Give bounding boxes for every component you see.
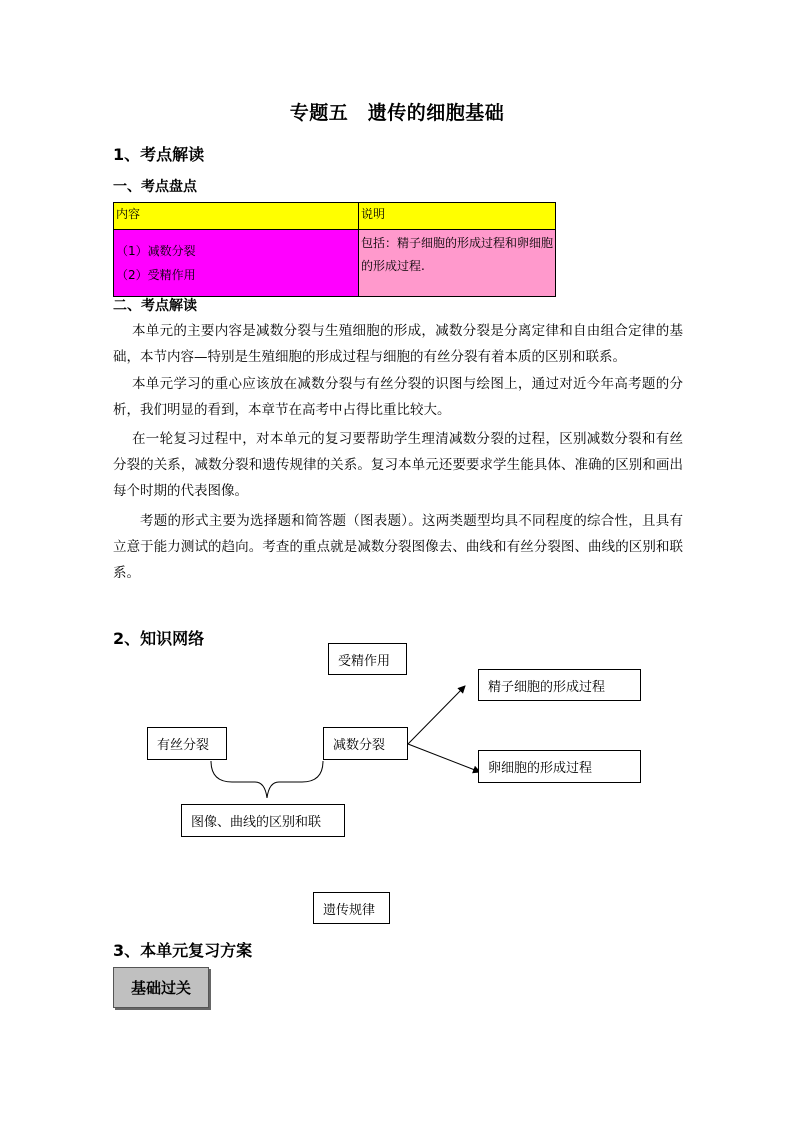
table-header-description: 说明 bbox=[359, 203, 556, 230]
table-cell-description: 包括：精子细胞的形成过程和卵细胞的形成过程. bbox=[359, 230, 556, 297]
paragraph-2: 本单元学习的重心应该放在减数分裂与有丝分裂的识图与绘图上，通过对近今年高考题的分析，我们明显的看到，本章节在高考中占得比重比较大。 bbox=[113, 376, 683, 418]
page-title: 专题五 遗传的细胞基础 bbox=[289, 102, 505, 124]
node-images-curves: 图像、曲线的区别和联 bbox=[181, 804, 345, 837]
node-mitosis: 有丝分裂 bbox=[147, 727, 227, 760]
subheading-exam-analysis: 二、考点解读 bbox=[113, 298, 197, 314]
section-heading-3: 3、本单元复习方案 bbox=[113, 941, 253, 960]
section-heading-2: 2、知识网络 bbox=[113, 629, 205, 648]
paragraph-3: 在一轮复习过程中，对本单元的复习要帮助学生理清减数分裂的过程，区别减数分裂和有丝分裂的关系，减数分裂和遗传规律的关系。复习本单元还要要求学生能具体、准确的区别和画出每个时期的代表图像。 bbox=[113, 431, 683, 499]
table-item-fertilization: （2）受精作用 bbox=[116, 268, 196, 282]
basic-checkpoint-badge: 基础过关 bbox=[113, 967, 209, 1008]
paragraph-1: 本单元的主要内容是减数分裂与生殖细胞的形成，减数分裂是分离定律和自由组合定律的基础，本节内容—特别是生殖细胞的形成过程与细胞的有丝分裂有着本质的区别和联系。 bbox=[113, 323, 683, 365]
brace-connector bbox=[211, 761, 323, 798]
subheading-exam-points: 一、考点盘点 bbox=[113, 179, 197, 195]
table-item-meiosis: （1）减数分裂 bbox=[116, 244, 196, 258]
paragraph-4: 考题的形式主要为选择题和简答题（图表题）。这两类题型均具不同程度的综合性，且具有立意于能力测试的趋向。考查的重点就是减数分裂图像去、曲线和有丝分裂图、曲线的区别和联系。 bbox=[113, 513, 683, 581]
node-egg-formation: 卵细胞的形成过程 bbox=[478, 750, 641, 783]
node-sperm-formation: 精子细胞的形成过程 bbox=[478, 669, 641, 701]
section-heading-1: 1、考点解读 bbox=[113, 145, 205, 164]
node-fertilization: 受精作用 bbox=[328, 643, 407, 675]
arrow-to-sperm bbox=[408, 686, 465, 744]
node-meiosis: 减数分裂 bbox=[323, 727, 408, 760]
node-heredity-laws: 遗传规律 bbox=[313, 892, 390, 924]
table-header-content: 内容 bbox=[114, 203, 359, 230]
arrow-to-egg bbox=[408, 744, 480, 772]
